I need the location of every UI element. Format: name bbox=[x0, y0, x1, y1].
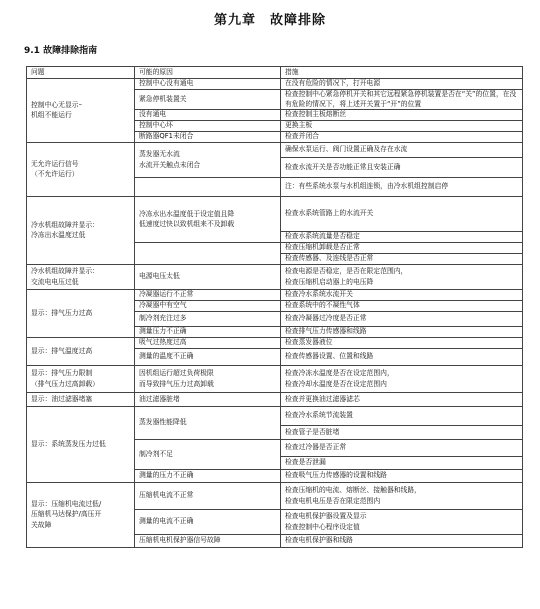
cause-cell bbox=[135, 393, 281, 407]
cause-cell bbox=[135, 312, 281, 327]
table-header-row bbox=[27, 67, 523, 79]
action-cell bbox=[281, 90, 523, 110]
cause-text: 因机组运行超过负荷极限 bbox=[139, 369, 214, 378]
action-cell bbox=[281, 312, 523, 327]
problem-cell bbox=[27, 407, 135, 483]
cause-cell bbox=[135, 440, 281, 470]
action-text: 检查电机保护器和线路 bbox=[285, 536, 353, 545]
action-cell bbox=[281, 338, 523, 349]
table-row bbox=[27, 197, 523, 232]
cause-cell bbox=[135, 79, 281, 90]
action-cell bbox=[281, 393, 523, 407]
cause-text: 冷凝器中有空气 bbox=[139, 301, 187, 310]
action-cell bbox=[281, 349, 523, 366]
action-text: 检查传感器设置、位置和线路 bbox=[285, 352, 374, 361]
problem-text: 压缩机马达保护/高压开 bbox=[31, 510, 102, 519]
problem-cell bbox=[27, 143, 135, 197]
cause-text: 测量压力不正确 bbox=[139, 327, 187, 336]
cause-cell bbox=[135, 110, 281, 121]
action-cell bbox=[281, 121, 523, 132]
action-text: 检查吸气压力传感器的设置和线路 bbox=[285, 471, 387, 480]
action-cell bbox=[281, 79, 523, 90]
cause-text: 测量的压力不正确 bbox=[139, 471, 194, 480]
problem-cell bbox=[27, 79, 135, 143]
action-cell bbox=[281, 510, 523, 535]
cause-text: 测量的温度不正确 bbox=[139, 352, 194, 361]
cause-text: 蒸发器无水流 bbox=[139, 150, 180, 159]
action-text: 在没有危险的情况下，打开电源 bbox=[285, 79, 381, 88]
action-cell bbox=[281, 535, 523, 548]
action-text: 检查排气压力传感器和线路 bbox=[285, 327, 367, 336]
cause-text: 紧急停机装置关 bbox=[139, 94, 187, 103]
action-text: 检查管子是否脏堵 bbox=[285, 427, 340, 436]
cause-text: 断路器QF1未闭合 bbox=[139, 132, 194, 141]
action-text: 检查传感器、及连线是否正常 bbox=[285, 254, 374, 263]
problem-cell bbox=[27, 338, 135, 366]
table-row bbox=[27, 143, 523, 158]
table-row bbox=[27, 290, 523, 301]
problem-text: 冷水机组故障并显示： bbox=[31, 267, 99, 276]
action-cell bbox=[281, 426, 523, 440]
cause-cell bbox=[135, 290, 281, 301]
action-cell bbox=[281, 301, 523, 312]
cause-cell bbox=[135, 178, 281, 197]
table-body bbox=[27, 79, 523, 548]
action-text: 检查电机电压是否在限定范围内 bbox=[285, 496, 381, 505]
cause-text: 制冷剂不足 bbox=[139, 449, 173, 458]
action-cell bbox=[281, 132, 523, 143]
action-text: 注：有些系统水泵与水机组连锁，由冷水机组控制启停 bbox=[285, 182, 449, 191]
cause-cell bbox=[135, 197, 281, 243]
table-row bbox=[27, 265, 523, 290]
cause-text: 制冷剂充注过多 bbox=[139, 314, 187, 323]
cause-text: 冷凝器运行不正常 bbox=[139, 290, 194, 299]
cause-text: 电源电压太低 bbox=[139, 272, 180, 281]
problem-text: （排气压力过高卸载） bbox=[31, 379, 99, 388]
problem-text: 控制中心无显示– bbox=[31, 100, 82, 109]
table-row bbox=[27, 407, 523, 426]
action-cell bbox=[281, 178, 523, 197]
problem-text: 显示：排气压力过高 bbox=[31, 308, 93, 317]
problem-text: 无允许运行信号 bbox=[31, 159, 79, 168]
action-text: 检查压缩机启动器上的电压降 bbox=[285, 277, 374, 286]
cause-text: 控制中心坏 bbox=[139, 121, 173, 130]
cause-text: 蒸发器性能降低 bbox=[139, 418, 187, 427]
cause-text: 测量的电流不正确 bbox=[139, 517, 194, 526]
action-text: 检查控制主板熔断丝 bbox=[285, 110, 347, 119]
problem-cell bbox=[27, 265, 135, 290]
cause-text: 低速度过快以致机组来不及卸载 bbox=[139, 220, 235, 228]
action-cell bbox=[281, 232, 523, 243]
action-text: 检查冷水系统水流开关 bbox=[285, 290, 353, 299]
action-text: 检查过冷器是否正常 bbox=[285, 443, 347, 452]
problem-text: 显示：系统蒸发压力过低 bbox=[31, 439, 106, 448]
action-cell bbox=[281, 158, 523, 178]
action-cell bbox=[281, 327, 523, 338]
cause-cell bbox=[135, 535, 281, 548]
cause-text: 水流开关触点未闭合 bbox=[139, 160, 201, 169]
action-text: 检查电源是否稳定，是否在限定范围内， bbox=[285, 267, 408, 276]
problem-cell bbox=[27, 290, 135, 338]
cause-text: 而导致排气压力过高卸载 bbox=[139, 379, 214, 388]
problem-cell bbox=[27, 393, 135, 407]
action-cell bbox=[281, 254, 523, 265]
cause-text: 压缩机电机保护器信号故障 bbox=[139, 536, 221, 545]
cause-text: 控制中心没有通电 bbox=[139, 79, 194, 88]
table-row bbox=[27, 338, 523, 349]
table-row bbox=[27, 393, 523, 407]
problem-text: 显示：排气压力限制 bbox=[31, 369, 93, 378]
cause-cell bbox=[135, 483, 281, 510]
problem-cell bbox=[27, 197, 135, 265]
action-text: 检查水流开关是否功能正常且安装正确 bbox=[285, 162, 401, 171]
action-text: 检查压缩机卸载是否正常 bbox=[285, 243, 360, 252]
header-problem: 问题 bbox=[27, 67, 135, 79]
action-text: 检查冷凝器过冷度是否正常 bbox=[285, 314, 367, 323]
header-cause: 可能的原因 bbox=[135, 67, 281, 79]
action-text: 检查冷水系统节流装置 bbox=[285, 411, 353, 420]
cause-cell bbox=[135, 407, 281, 440]
troubleshooting-table bbox=[26, 66, 523, 548]
section-heading: 9.1 故障排除指南 bbox=[24, 46, 98, 56]
cause-cell bbox=[135, 121, 281, 132]
cause-cell bbox=[135, 366, 281, 393]
problem-text: 机组不能运行 bbox=[31, 111, 72, 119]
cause-text: 吸气过热度过高 bbox=[139, 338, 187, 347]
action-text: 确保水泵运行、阀门设置正确及存在水流 bbox=[285, 145, 408, 154]
table-row bbox=[27, 366, 523, 393]
table-row bbox=[27, 79, 523, 90]
problem-text: （不允许运行） bbox=[31, 170, 79, 178]
action-cell bbox=[281, 440, 523, 457]
cause-cell bbox=[135, 90, 281, 110]
header-action: 措施 bbox=[281, 67, 523, 79]
problem-cell bbox=[27, 483, 135, 548]
action-cell bbox=[281, 243, 523, 254]
problem-text: 显示：压缩机电流过低/ bbox=[31, 500, 102, 509]
action-text: 检查冷冻水温度是否在设定范围内， bbox=[285, 369, 394, 378]
action-text: 检查电机保护器设置及显示 bbox=[285, 512, 367, 521]
cause-cell bbox=[135, 327, 281, 338]
action-cell bbox=[281, 265, 523, 290]
cause-cell bbox=[135, 243, 281, 265]
action-cell bbox=[281, 290, 523, 301]
action-cell bbox=[281, 407, 523, 426]
action-text: 检查蒸发器液位 bbox=[285, 338, 333, 347]
problem-text: 显示：油过滤器堵塞 bbox=[31, 394, 93, 403]
problem-cell bbox=[27, 366, 135, 393]
problem-text: 显示：排气温度过高 bbox=[31, 346, 93, 355]
action-text: 检查是否泄漏 bbox=[285, 458, 326, 467]
cause-cell bbox=[135, 338, 281, 349]
cause-text: 没有通电 bbox=[139, 110, 167, 119]
action-text: 更换主板 bbox=[285, 121, 313, 130]
action-text: 检查控制中心程序设定值 bbox=[285, 522, 360, 531]
cause-text: 油过滤器脏堵 bbox=[139, 394, 180, 403]
cause-text: 压缩机电流不正常 bbox=[139, 491, 194, 500]
cause-cell bbox=[135, 301, 281, 312]
action-cell bbox=[281, 470, 523, 483]
cause-cell bbox=[135, 510, 281, 535]
action-text: 检查并更换油过滤器滤芯 bbox=[285, 394, 360, 403]
action-text: 检查冷却水温度是否在设定范围内 bbox=[285, 379, 387, 388]
action-cell bbox=[281, 457, 523, 470]
action-cell bbox=[281, 197, 523, 232]
action-text: 检查控制中心紧急停机开关和其它远程紧急停机装置是否在“关”的位置，在没有危险的情况下，将上述开关置于“开”的位置 bbox=[285, 90, 517, 108]
action-cell bbox=[281, 110, 523, 121]
problem-text: 交流电电压过低 bbox=[31, 277, 79, 286]
table-row bbox=[27, 483, 523, 510]
action-text: 检查系统中的不凝性气体 bbox=[285, 301, 360, 310]
cause-cell bbox=[135, 349, 281, 366]
action-cell bbox=[281, 143, 523, 158]
cause-cell bbox=[135, 470, 281, 483]
action-text: 检查水系统管路上的水流开关 bbox=[285, 209, 374, 218]
action-cell bbox=[281, 366, 523, 393]
problem-text: 冷冻出水温度过低 bbox=[31, 231, 86, 239]
cause-cell bbox=[135, 143, 281, 178]
chapter-title: 第九章 故障排除 bbox=[213, 13, 326, 28]
cause-cell bbox=[135, 132, 281, 143]
action-text: 检查水系统流量是否稳定 bbox=[285, 232, 360, 241]
cause-cell bbox=[135, 265, 281, 290]
problem-text: 关故障 bbox=[31, 520, 52, 529]
action-text: 检查并闭合 bbox=[285, 132, 319, 141]
action-cell bbox=[281, 483, 523, 510]
problem-text: 冷水机组故障并显示： bbox=[31, 220, 99, 229]
action-text: 检查压缩机的电流、熔断丝、接触器和线路， bbox=[285, 486, 421, 495]
cause-text: 冷冻水出水温度低于设定值且降 bbox=[139, 209, 235, 218]
